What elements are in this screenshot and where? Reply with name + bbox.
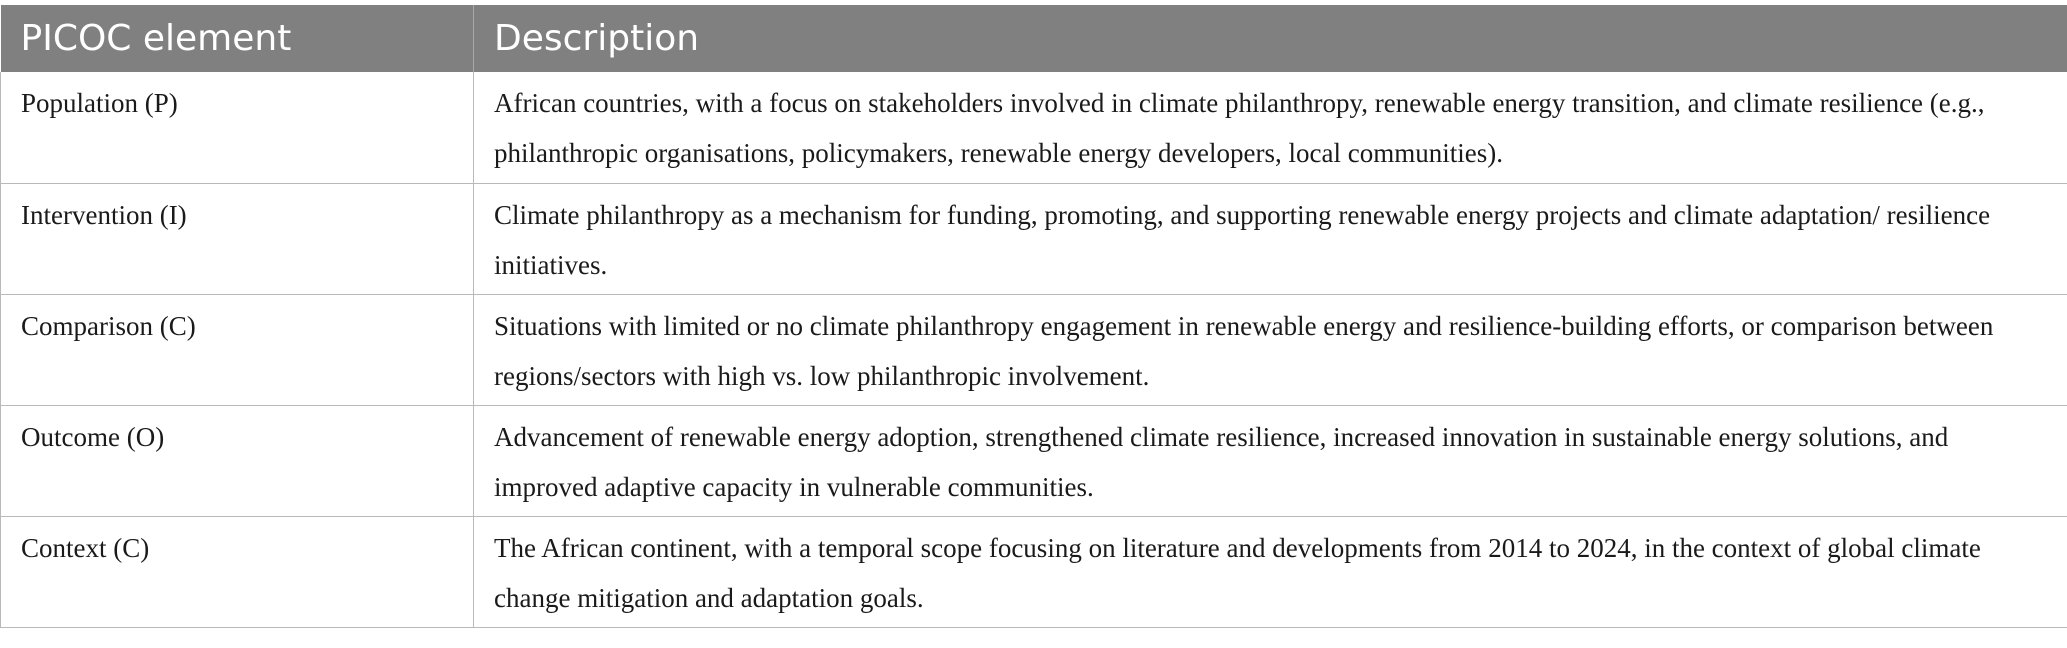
row-description-cell: African countries, with a focus on stakeholders involved in climate philanthropy, renewable energy transition, and climate resilience (e.g., philanthropic organisations, policymakers, renewable energy developers, local communities). [474, 72, 2067, 183]
row-element-cell: Population (P) [1, 72, 474, 183]
table-row [1, 294, 2067, 405]
table-body [1, 72, 2067, 627]
row-description-cell: Situations with limited or no climate philanthropy engagement in renewable energy and resilience-building efforts, or comparison between regions/sectors with high vs. low philanthropic involvement. [474, 294, 2067, 405]
row-element-cell: Context (C) [1, 516, 474, 627]
header-row [1, 5, 2067, 72]
row-description-cell: The African continent, with a temporal scope focusing on literature and developments from 2014 to 2024, in the context of global climate change mitigation and adaptation goals. [474, 516, 2067, 627]
table-row [1, 183, 2067, 294]
picoc-table-container [0, 5, 2067, 628]
table-row [1, 72, 2067, 183]
column-header-description: Description [474, 5, 2067, 72]
row-element-cell: Outcome (O) [1, 405, 474, 516]
table-row [1, 405, 2067, 516]
table-row [1, 516, 2067, 627]
picoc-table [0, 5, 2067, 628]
column-header-element: PICOC element [20, 18, 292, 59]
table-header [1, 5, 2067, 72]
row-element-cell: Comparison (C) [1, 294, 474, 405]
row-description-cell: Climate philanthropy as a mechanism for funding, promoting, and supporting renewable energy projects and climate adaptation/ resilience initiatives. [474, 183, 2067, 294]
row-description-cell: Advancement of renewable energy adoption, strengthened climate resilience, increased innovation in sustainable energy solutions, and improved adaptive capacity in vulnerable communities. [474, 405, 2067, 516]
row-element-cell: Intervention (I) [1, 183, 474, 294]
